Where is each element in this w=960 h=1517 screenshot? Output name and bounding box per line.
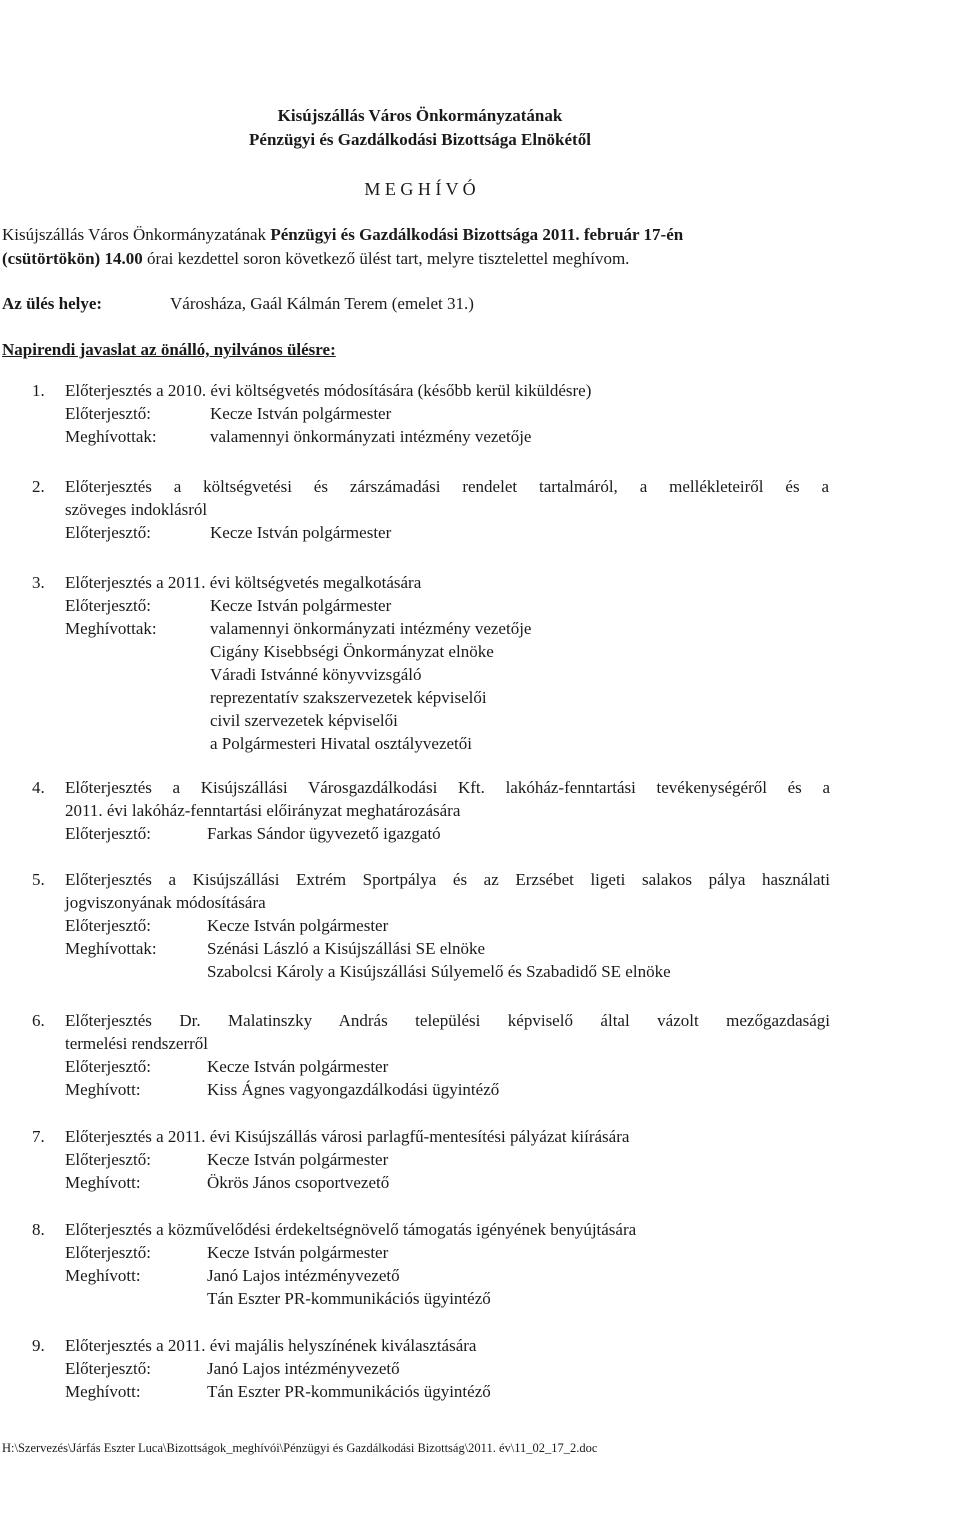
agenda-item-role-label: Előterjesztő: xyxy=(65,596,151,615)
agenda-item-role-value: Cigány Kisebbségi Önkormányzat elnöke xyxy=(210,642,494,661)
agenda-item-role-value: Tán Eszter PR-kommunikációs ügyintéző xyxy=(207,1382,491,1401)
intro-line-1-bold: Pénzügyi és Gazdálkodási Bizottsága 2011. február 17-én xyxy=(270,225,684,244)
agenda-item-role-value: Ökrös János csoportvezető xyxy=(207,1173,390,1192)
agenda-item-number: 7. xyxy=(32,1127,45,1146)
agenda-item-title-line: 2011. évi lakóház-fenntartási előirányzat meghatározására xyxy=(65,801,461,820)
file-path-footer: H:\Szervezés\Járfás Eszter Luca\Bizottságok_meghívói\Pénzügyi és Gazdálkodási Bizottság\2011. év\11_02_17_2.doc xyxy=(2,1441,598,1455)
agenda-item-title-line: Előterjesztés a Kisújszállási Városgazdálkodási Kft. lakóház-fenntartási tevékenységéről és a xyxy=(65,778,830,797)
agenda-item-title-line: Előterjesztés a 2011. évi költségvetés megalkotására xyxy=(65,573,422,592)
agenda-item-role-value: Kiss Ágnes vagyongazdálkodási ügyintéző xyxy=(207,1080,500,1099)
agenda-item-role-label: Előterjesztő: xyxy=(65,916,151,935)
header-line-1: Kisújszállás Város Önkormányzatának xyxy=(277,106,563,125)
agenda-item-title-line: Előterjesztés a 2011. évi majális helyszínének kiválasztására xyxy=(65,1336,477,1355)
agenda-item-number: 6. xyxy=(32,1011,45,1030)
agenda-item-role-value: valamennyi önkormányzati intézmény vezetője xyxy=(210,427,532,446)
agenda-item-role-label: Előterjesztő: xyxy=(65,523,151,542)
intro-line-2-plain: órai kezdettel soron következő ülést tart, melyre tisztelettel meghívom. xyxy=(142,249,630,268)
agenda-item-role-value: reprezentatív szakszervezetek képviselői xyxy=(210,688,487,707)
agenda-heading: Napirendi javaslat az önálló, nyilvános ülésre: xyxy=(2,340,336,359)
agenda-item-number: 3. xyxy=(32,573,45,592)
agenda-item-role-value: Kecze István polgármester xyxy=(207,1057,389,1076)
agenda-item-role-label: Meghívottak: xyxy=(65,427,157,446)
agenda-item-role-value: Janó Lajos intézményvezető xyxy=(207,1359,400,1378)
agenda-item-role-value: Kecze István polgármester xyxy=(207,1150,389,1169)
agenda-item-role-value: civil szervezetek képviselői xyxy=(210,711,398,730)
agenda-item-role-value: valamennyi önkormányzati intézmény vezetője xyxy=(210,619,532,638)
agenda-item-number: 5. xyxy=(32,870,45,889)
agenda-item-title-line: Előterjesztés a 2011. évi Kisújszállás városi parlagfű-mentesítési pályázat kiírására xyxy=(65,1127,630,1146)
agenda-item-number: 2. xyxy=(32,477,45,496)
agenda-item-role-label: Meghívott: xyxy=(65,1266,141,1285)
agenda-item-title-line: Előterjesztés a közművelődési érdekeltségnövelő támogatás igényének benyújtására xyxy=(65,1220,637,1239)
agenda-item-role-value: Kecze István polgármester xyxy=(210,404,392,423)
agenda-item-title-line: Előterjesztés a költségvetési és zárszámadási rendelet tartalmáról, a mellékleteiről és a xyxy=(65,477,829,496)
agenda-item-role-value: a Polgármesteri Hivatal osztályvezetői xyxy=(210,734,472,753)
agenda-item-number: 8. xyxy=(32,1220,45,1239)
agenda-item-role-value: Tán Eszter PR-kommunikációs ügyintéző xyxy=(207,1289,491,1308)
agenda-item-role-value: Szénási László a Kisújszállási SE elnöke xyxy=(207,939,486,958)
agenda-item-role-value: Kecze István polgármester xyxy=(207,1243,389,1262)
agenda-item-title-line: Előterjesztés a 2010. évi költségvetés módosítására (később kerül kiküldésre) xyxy=(65,381,592,400)
location-value: Városháza, Gaál Kálmán Terem (emelet 31.) xyxy=(170,294,474,313)
agenda-item-role-label: Előterjesztő: xyxy=(65,1359,151,1378)
intro-line-2 xyxy=(2,249,629,269)
agenda-item-title-line: Előterjesztés a Kisújszállási Extrém Sportpálya és az Erzsébet ligeti salakos pálya használati xyxy=(65,870,830,889)
agenda-item-role-label: Előterjesztő: xyxy=(65,404,151,423)
document-title: M E G H Í V Ó xyxy=(364,179,476,199)
agenda-item-title-line: termelési rendszerről xyxy=(65,1034,209,1053)
agenda-item-role-value: Kecze István polgármester xyxy=(210,523,392,542)
agenda-item-role-label: Előterjesztő: xyxy=(65,824,151,843)
agenda-item-role-value: Kecze István polgármester xyxy=(210,596,392,615)
intro-line-2-bold: (csütörtökön) 14.00 xyxy=(2,249,143,268)
agenda-item-number: 4. xyxy=(32,778,45,797)
agenda-item-title-line: Előterjesztés Dr. Malatinszky András települési képviselő által vázolt mezőgazdasági xyxy=(65,1011,830,1030)
agenda-item-role-value: Farkas Sándor ügyvezető igazgató xyxy=(207,824,441,843)
agenda-item-role-label: Meghívott: xyxy=(65,1173,141,1192)
agenda-item-number: 1. xyxy=(32,381,45,400)
agenda-item-title-line: szöveges indoklásról xyxy=(65,500,208,519)
agenda-item-role-value: Kecze István polgármester xyxy=(207,916,389,935)
agenda-item-role-value: Szabolcsi Károly a Kisújszállási Súlyemelő és Szabadidő SE elnöke xyxy=(207,962,671,981)
agenda-item-role-label: Előterjesztő: xyxy=(65,1150,151,1169)
intro-line-1-plain: Kisújszállás Város Önkormányzatának xyxy=(2,225,271,244)
agenda-item-role-label: Meghívott: xyxy=(65,1382,141,1401)
agenda-item-role-value: Váradi Istvánné könyvvizsgáló xyxy=(210,665,422,684)
agenda-item-role-label: Meghívott: xyxy=(65,1080,141,1099)
agenda-item-role-label: Meghívottak: xyxy=(65,939,157,958)
agenda-item-role-value: Janó Lajos intézményvezető xyxy=(207,1266,400,1285)
location-label: Az ülés helye: xyxy=(2,294,103,313)
agenda-item-role-label: Előterjesztő: xyxy=(65,1243,151,1262)
agenda-item-number: 9. xyxy=(32,1336,45,1355)
agenda-item-role-label: Előterjesztő: xyxy=(65,1057,151,1076)
intro-line-1 xyxy=(2,225,683,245)
agenda-item-title-line: jogviszonyának módosítására xyxy=(65,893,266,912)
agenda-item-role-label: Meghívottak: xyxy=(65,619,157,638)
header-line-2: Pénzügyi és Gazdálkodási Bizottsága Elnökétől xyxy=(249,130,591,149)
